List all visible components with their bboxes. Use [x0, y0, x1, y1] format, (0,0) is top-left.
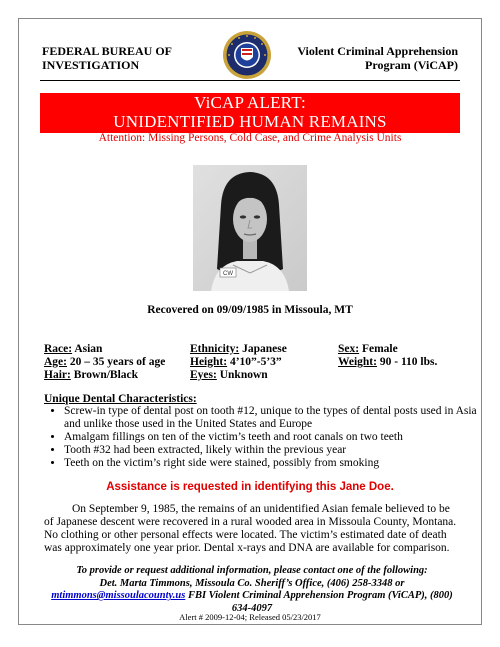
victim-reconstruction-photo [193, 165, 307, 291]
eyes-row [190, 369, 287, 382]
hair-label: Hair: [44, 369, 71, 381]
ethnicity-value: Japanese [239, 343, 287, 355]
race-value: Asian [72, 343, 103, 355]
alert-banner [40, 93, 460, 133]
list-item: • Amalgam fillings on ten of the victim’s teeth and root canals on two teeth [64, 431, 484, 444]
photo-tag: CW [223, 271, 233, 277]
age-label: Age: [44, 356, 67, 368]
agency-name [42, 44, 172, 72]
alert-number: Alert # 2009-12-04; Released 05/23/2017 [179, 612, 321, 622]
contact-intro: To provide or request additional information, please contact one of the following: [76, 565, 428, 576]
program-line-2: Program (ViCAP) [365, 58, 458, 72]
list-item: • Tooth #32 had been extracted, likely within the previous year [64, 444, 484, 457]
descriptor-column-3 [338, 343, 437, 369]
eyes-label: Eyes: [190, 369, 217, 381]
agency-line-1: FEDERAL BUREAU OF [42, 44, 173, 58]
age-row [44, 356, 165, 369]
height-row [190, 356, 287, 369]
contact-fbi: FBI Violent Criminal Apprehension Program (ViCAP), (800) 634-4097 [185, 590, 453, 614]
fbi-seal-icon [222, 30, 272, 80]
height-value: 4’10”-5’3” [227, 356, 282, 368]
program-name [297, 44, 458, 72]
hair-row [44, 369, 165, 382]
height-label: Height: [190, 356, 228, 368]
agency-line-2: INVESTIGATION [42, 58, 140, 72]
weight-row [338, 356, 437, 369]
dental-heading: Unique Dental Characteristics: [44, 393, 197, 405]
ethnicity-row [190, 343, 287, 356]
sex-label: Sex: [338, 343, 360, 355]
email-link[interactable]: mtimmons@missoulacounty.us [51, 590, 186, 601]
dental-list [44, 405, 484, 470]
sex-value: Female [359, 343, 398, 355]
ethnicity-label: Ethnicity: [190, 343, 240, 355]
contact-block [44, 565, 460, 615]
list-item: • Teeth on the victim’s right side were stained, possibly from smoking [64, 457, 484, 470]
sex-row [338, 343, 437, 356]
program-line-1: Violent Criminal Apprehension [297, 44, 458, 58]
banner-title: ViCAP ALERT: [194, 93, 306, 112]
attention-line: Attention: Missing Persons, Cold Case, and Crime Analysis Units [98, 132, 402, 144]
race-row [44, 343, 165, 356]
assistance-request: Assistance is requested in identifying this Jane Doe. [106, 481, 394, 493]
race-label: Race: [44, 343, 73, 355]
weight-value: 90 - 110 lbs. [376, 356, 438, 368]
contact-detective: Det. Marta Timmons, Missoula Co. Sheriff’s Office, (406) 258-3348 or [99, 577, 405, 589]
header-rule [40, 80, 460, 81]
case-narrative: On September 9, 1985, the remains of an unidentified Asian female believed to be of Japanese descent were recovered in a rural wooded area in Missoula County, Montana. No clothing or other personal effects were located. The victim’s estimated date of death was approximately one year prior. Dental x-rays and DNA are available for comparison. [44, 503, 457, 554]
weight-label: Weight: [338, 356, 377, 368]
age-value: 20 – 35 years of age [67, 356, 166, 368]
eyes-value: Unknown [216, 369, 268, 381]
recovery-line: Recovered on 09/09/1985 in Missoula, MT [147, 304, 353, 316]
list-item: • Screw-in type of dental post on tooth #12, unique to the types of dental posts used in Asia and unlike those used in the United States and Europe [64, 405, 484, 431]
hair-value: Brown/Black [70, 369, 139, 381]
banner-subtitle: UNIDENTIFIED HUMAN REMAINS [113, 112, 387, 131]
descriptor-column-1 [44, 343, 165, 382]
descriptor-column-2 [190, 343, 287, 382]
